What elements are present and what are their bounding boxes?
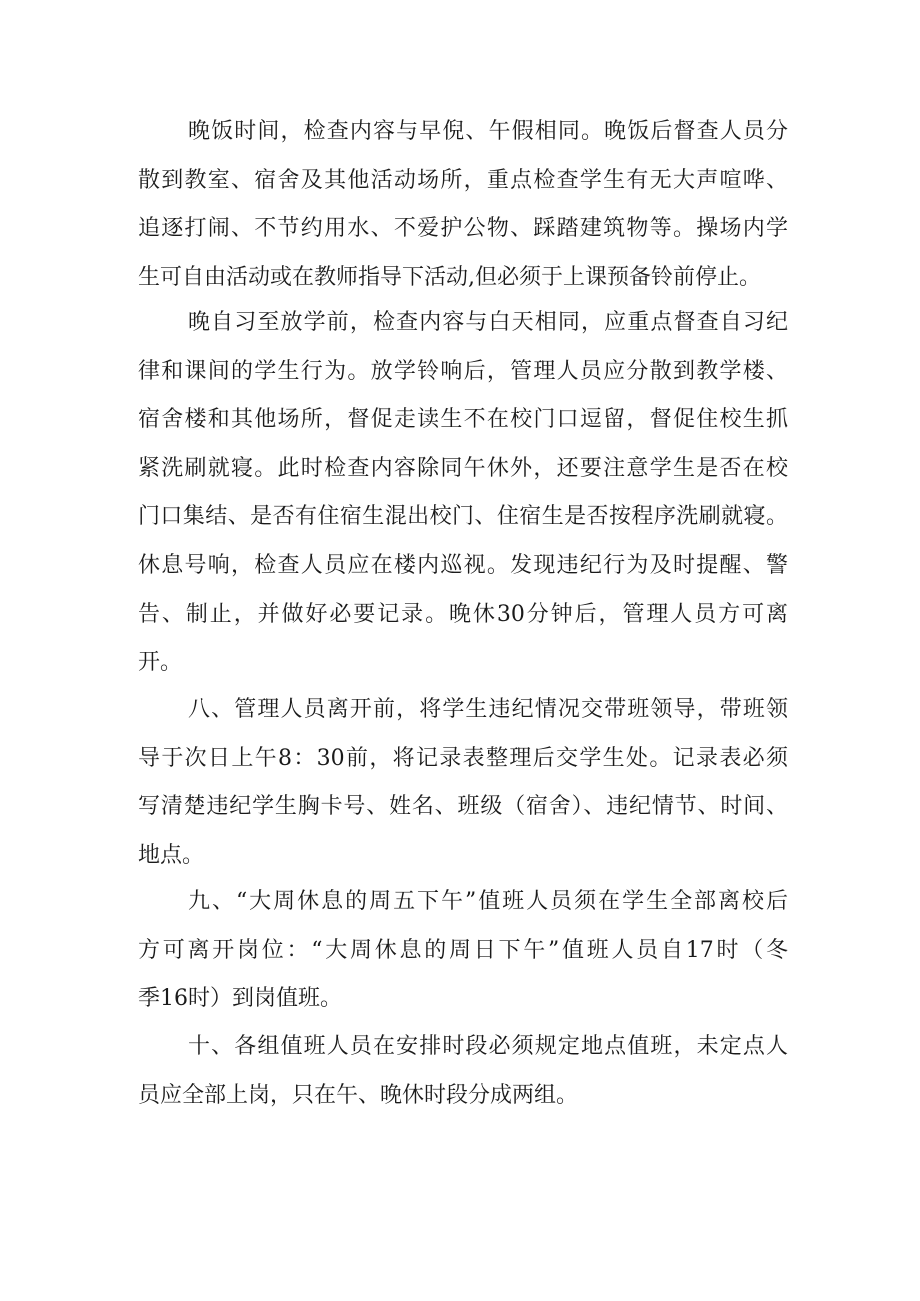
text-line: 地点。 <box>138 842 205 868</box>
text-line: 门口集结、是否有住宿生混出校门、住宿生是否按程序洗刷就寝。 <box>138 504 788 530</box>
text-line: 晚饭时间，检查内容与早倪、午假相同。晚饭后督查人员分 <box>188 119 788 144</box>
text-line: 季16时）到岗值班。 <box>138 986 342 1012</box>
text-line: 九、“大周休息的周五下午”值班人员须在学生全部离校后 <box>188 889 788 914</box>
text-line: 方可离开岗位：“大周休息的周日下午”值班人员自17时（冬 <box>138 937 788 963</box>
text-line: 开。 <box>138 650 183 676</box>
text-line: 写清楚违纪学生胸卡号、姓名、班级（宿舍）、违纪情节、时间、 <box>138 794 788 820</box>
text-line: 导于次日上午8：30前，将记录表整理后交学生处。记录表必须 <box>138 745 788 771</box>
text-line: 散到教室、宿舍及其他活动场所，重点检查学生有无大声喧哗、 <box>138 167 788 193</box>
paragraph-evening-study <box>138 299 788 688</box>
text-line: 生可自由活动或在教师指导下活动,但必须于上课预备铃前停止。 <box>138 264 761 290</box>
paragraph-item-9 <box>138 878 788 1024</box>
paragraph-item-10 <box>138 1023 788 1120</box>
text-line: 八、管理人员离开前，将学生违纪情况交带班领导，带班领 <box>188 697 788 722</box>
text-line: 晚自习至放学前，检查内容与白天相同，应重点督查自习纪 <box>188 310 788 335</box>
text-line: 紧洗刷就寝。此时检查内容除同午休外，还要注意学生是否在校 <box>138 455 788 481</box>
paragraph-item-8 <box>138 686 788 880</box>
text-line: 员应全部上岗，只在午、晚休时段分成两组。 <box>138 1082 579 1108</box>
text-line: 追逐打闹、不节约用水、不爱护公物、踩踏建筑物等。操场内学 <box>138 216 788 242</box>
paragraph-dinner-time <box>138 108 788 302</box>
text-line: 宿舍楼和其他场所，督促走读生不在校门口逗留，督促住校生抓 <box>138 407 788 433</box>
text-line: 告、制止，并做好必要记录。晚休30分钟后，管理人员方可离 <box>138 601 788 627</box>
text-line: 律和课间的学生行为。放学铃响后，管理人员应分散到教学楼、 <box>138 358 788 384</box>
text-line: 休息号响，检查人员应在楼内巡视。发现违纪行为及时提醒、警 <box>138 552 788 578</box>
text-line: 十、各组值班人员在安排时段必须规定地点值班，未定点人 <box>188 1034 788 1059</box>
